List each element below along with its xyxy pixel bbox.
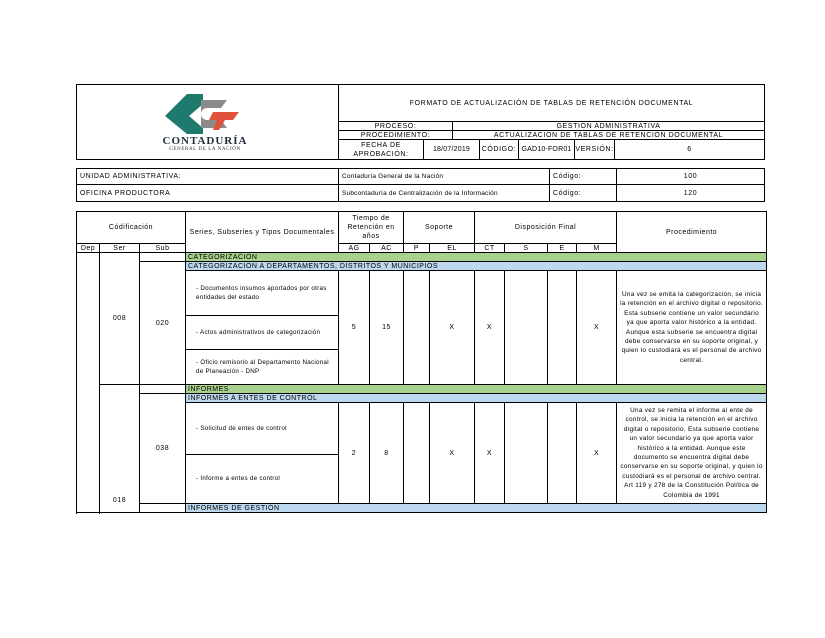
codigo-label: CÓDIGO: <box>480 140 519 159</box>
m2-value: X <box>577 403 617 504</box>
logo-subtitle: GENERAL DE LA NACIÓN <box>169 146 241 152</box>
series-header: Series, Subseries y Tipos Documentales <box>186 212 339 253</box>
el1-value: X <box>430 271 475 385</box>
unidad-value: Contaduría General de la Nación <box>339 169 550 185</box>
ac2-value: 8 <box>370 403 404 504</box>
ag2-value: 2 <box>339 403 370 504</box>
fecha-label: FECHA DE APROBACIÓN: <box>339 140 424 159</box>
subserie-informes-gestion: INFORMES DE GESTIÓN <box>186 504 767 513</box>
dep-cell <box>77 253 100 513</box>
doc-oficio-remisorio: - Oficio remisorio al Departamento Nacional de Planeación - DNP <box>186 350 339 385</box>
oficina-value: Subcontaduría de Centralización de la Información <box>339 185 550 201</box>
unidad-codigo-value: 100 <box>617 169 764 185</box>
subserie-informes-entes: INFORMES A ENTES DE CONTROL <box>186 394 767 403</box>
procedimiento-value: ACTUALIZACIÓN DE TABLAS DE RETENCIÓN DOCUMENTAL <box>453 131 764 140</box>
serie-informes: INFORMES <box>186 385 767 394</box>
info-block <box>76 168 765 202</box>
header-block <box>76 84 765 160</box>
ct1-value: X <box>475 271 505 385</box>
procedimiento-categorizacion: Una vez se emita la categorización, se inicia la retención en el archivo digital o repositorio. Esta subserie contiene un valor secundario ya que aporta valor histórico a la entidad. Aunque esta subserie se encuentra digital debe conservarse en su soporte original, y quien lo custodiará es el personal de archivo central. <box>617 271 767 385</box>
unidad-codigo-label: Código: <box>550 169 617 185</box>
logo-area <box>77 85 339 159</box>
procedimiento-header: Procedimiento <box>617 212 767 253</box>
ag-header: AG <box>339 244 370 253</box>
version-label: VERSIÓN: <box>575 140 615 159</box>
doc-solicitud-entes: - Solicitud de entes de control <box>186 403 339 455</box>
disposicion-header: Disposición Final <box>475 212 617 244</box>
codigo-value: GAD10-FOR01 <box>519 140 575 159</box>
sub2-code: 038 <box>140 394 186 504</box>
el-header: EL <box>430 244 475 253</box>
sub1-code: 020 <box>140 262 186 385</box>
doc-actos-administrativos: - Actos administrativos de categorización <box>186 316 339 350</box>
proceso-value: GESTIÓN ADMINISTRATIVA <box>453 122 764 131</box>
tiempo-header: Tiempo de Retención en años <box>339 212 404 244</box>
ct2-value: X <box>475 403 505 504</box>
soporte-header: Soporte <box>404 212 475 244</box>
ac-header: AC <box>370 244 404 253</box>
doc-informe-entes: - Informe a entes de control <box>186 455 339 504</box>
dep-header: Dep <box>77 244 100 253</box>
procedimiento-informes: Una vez se remita el informe al ente de control, se inicia la retención en el archivo digital o repositorio. Esta subserie contiene un valor secundario ya que aporta valor histórico a la entidad. Aunque este documento se encuentra digital debe conservarse en su soporte original, y quien lo custodiará es el personal de archivo central. Art 119 y 278 de la Constitución Política de Colombia de 1991 <box>617 403 767 504</box>
ser-header: Ser <box>100 244 140 253</box>
e-header: E <box>548 244 577 253</box>
page-title: FORMATO DE ACTUALIZACIÓN DE TABLAS DE RETENCIÓN DOCUMENTAL <box>339 85 764 122</box>
proceso-label: PROCESO: <box>339 122 453 131</box>
logo-name: CONTADURÍA <box>162 135 248 147</box>
retention-table <box>76 211 767 513</box>
codificacion-header: Códificación <box>77 212 186 244</box>
procedimiento-label: PROCEDIMIENTO: <box>339 131 453 140</box>
serie-categorizacion: CATEGORIZACIÓN <box>186 253 767 262</box>
version-value: 6 <box>687 146 692 153</box>
m1-value: X <box>577 271 617 385</box>
ag1-value: 5 <box>339 271 370 385</box>
ser1-code: 008 <box>100 253 140 385</box>
sub-header: Sub <box>140 244 186 253</box>
el2-value: X <box>430 403 475 504</box>
oficina-label: OFICINA PRODUCTORA <box>77 185 339 201</box>
s-header: S <box>505 244 548 253</box>
m-header: M <box>577 244 617 253</box>
oficina-codigo-value: 120 <box>683 189 698 197</box>
ct-header: CT <box>475 244 505 253</box>
contaduria-logo-icon <box>165 94 245 134</box>
subserie-categorizacion: CATEGORIZACIÓN A DEPARTAMENTOS, DISTRITOS Y MUNICIPIOS <box>186 262 767 271</box>
fecha-value: 18/07/2019 <box>424 140 480 159</box>
oficina-codigo-label: Código: <box>550 185 617 201</box>
unidad-label: UNIDAD ADMINISTRATIVA: <box>77 169 339 185</box>
ser2-code: 018 <box>100 385 140 513</box>
ac1-value: 15 <box>370 271 404 385</box>
p-header: P <box>404 244 430 253</box>
doc-documentos-insumos: - Documentos insumos aportados por otras entidades del estado <box>186 271 339 316</box>
